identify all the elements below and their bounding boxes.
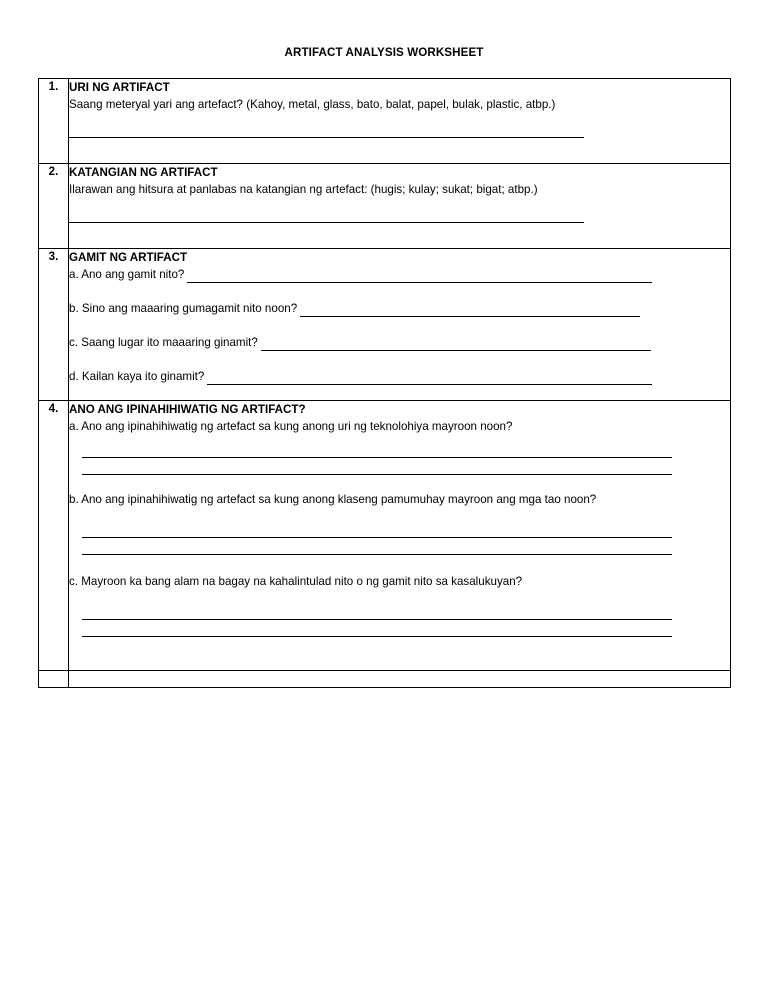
question-text: d. Kailan kaya ito ginamit? bbox=[69, 370, 205, 383]
section-row-1 bbox=[39, 79, 731, 164]
answer-line[interactable] bbox=[207, 372, 652, 385]
question-line bbox=[69, 334, 730, 351]
answer-line[interactable] bbox=[187, 270, 652, 283]
section-heading: KATANGIAN NG ARTIFACT bbox=[69, 166, 218, 179]
section-prompt: Saang meteryal yari ang artefact? (Kahoy, metal, glass, bato, balat, papel, bulak, plastic, atbp.) bbox=[69, 98, 556, 111]
answer-line[interactable] bbox=[82, 457, 672, 458]
answer-line[interactable] bbox=[82, 619, 672, 620]
empty-number-cell bbox=[39, 671, 69, 688]
section-body bbox=[69, 249, 731, 401]
answer-line[interactable] bbox=[69, 137, 584, 138]
section-row-2 bbox=[39, 164, 731, 249]
question-text: b. Ano ang ipinahihiwatig ng artefact sa kung anong klaseng pamumuhay mayroon ang mga tao noon? bbox=[69, 493, 597, 506]
question-text: c. Mayroon ka bang alam na bagay na kahalintulad nito o ng gamit nito sa kasalukuyan? bbox=[69, 575, 523, 588]
empty-body-cell bbox=[69, 671, 731, 688]
worksheet-table bbox=[38, 78, 731, 688]
section-body bbox=[69, 164, 731, 249]
section-prompt: Ilarawan ang hitsura at panlabas na katangian ng artefact: (hugis; kulay; sukat; bigat; atbp.) bbox=[69, 183, 538, 196]
answer-line[interactable] bbox=[69, 222, 584, 223]
question-text: a. Ano ang gamit nito? bbox=[69, 268, 185, 281]
section-row-4 bbox=[39, 401, 731, 671]
question-line bbox=[69, 300, 730, 317]
section-number: 1. bbox=[39, 79, 69, 164]
section-number: 2. bbox=[39, 164, 69, 249]
section-heading: URI NG ARTIFACT bbox=[69, 81, 170, 94]
section-heading: ANO ANG IPINAHIHIWATIG NG ARTIFACT? bbox=[69, 403, 306, 416]
section-number: 4. bbox=[39, 401, 69, 671]
section-row-3 bbox=[39, 249, 731, 401]
section-body bbox=[69, 79, 731, 164]
answer-line[interactable] bbox=[82, 474, 672, 475]
question-text: c. Saang lugar ito maaaring ginamit? bbox=[69, 336, 258, 349]
question-text: b. Sino ang maaaring gumagamit nito noon? bbox=[69, 302, 298, 315]
question-line bbox=[69, 266, 730, 283]
answer-line[interactable] bbox=[82, 537, 672, 538]
question-line bbox=[69, 368, 730, 385]
answer-line[interactable] bbox=[82, 554, 672, 555]
answer-line[interactable] bbox=[82, 636, 672, 637]
question-text: a. Ano ang ipinahihiwatig ng artefact sa kung anong uri ng teknolohiya mayroon noon? bbox=[69, 420, 513, 433]
section-body bbox=[69, 401, 731, 671]
answer-line[interactable] bbox=[261, 338, 651, 351]
section-heading: GAMIT NG ARTIFACT bbox=[69, 251, 188, 264]
worksheet-title: ARTIFACT ANALYSIS WORKSHEET bbox=[284, 46, 484, 59]
section-number: 3. bbox=[39, 249, 69, 401]
empty-row bbox=[39, 671, 731, 688]
answer-line[interactable] bbox=[300, 304, 640, 317]
